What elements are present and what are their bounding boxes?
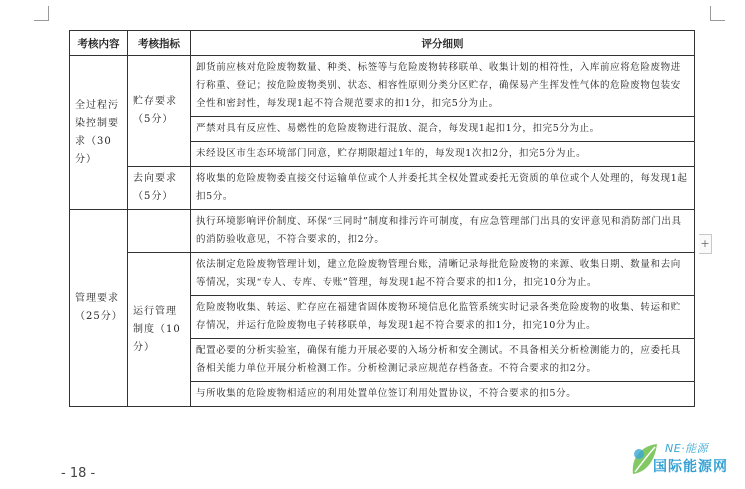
criterion-cell-storage: 贮存要求（5分） xyxy=(128,56,191,167)
watermark-top-text: NE·能源 xyxy=(665,442,709,455)
header-assessment-content: 考核内容 xyxy=(70,31,128,56)
detail-cell: 严禁对具有反应性、易燃性的危险废物进行混放、混合，每发现1起扣1分，扣完5分为止。 xyxy=(191,117,695,142)
table-row xyxy=(70,167,695,210)
header-scoring-rules: 评分细则 xyxy=(191,31,695,56)
detail-cell: 将收集的危险废物委直接交付运输单位或个人并委托其全权处置或委托无资质的单位或个人处理的，每发现1起扣5分。 xyxy=(191,167,695,210)
category-cell-pollution-control: 全过程污染控制要求（30分） xyxy=(70,56,128,210)
detail-cell: 卸货前应核对危险废物数量、种类、标签等与危险废物转移联单、收集计划的相符性，入库前应将危险废物进行称重、登记；按危险废物类别、状态、相容性原则分类分区贮存，确保易产生挥发性气体的危险废物包装安全性和密封性，每发现1起不符合规范要求的扣1分，扣完5分为止。 xyxy=(191,56,695,117)
watermark-main-text: 国际能源网 xyxy=(653,459,728,475)
detail-cell: 危险废物收集、转运、贮存应在福建省固体废物环境信息化监管系统实时记录各类危险废物的收集、转运和贮存情况，并运行危险废物电子转移联单，每发现1起不符合要求的扣1分，扣完10分为止。 xyxy=(191,296,695,339)
table-row xyxy=(70,56,695,117)
watermark-logo xyxy=(627,438,739,482)
category-cell-management: 管理要求（25分） xyxy=(70,210,128,407)
page-corner-mark-left xyxy=(34,6,49,21)
detail-cell: 配置必要的分析实验室，确保有能力开展必要的入场分析和安全测试。不具备相关分析检测能力的，应委托具备相关能力单位开展分析检测工作。分析检测记录应规范存档备查。不符合要求的扣2分。 xyxy=(191,339,695,382)
table-row xyxy=(70,253,695,296)
evaluation-table xyxy=(69,30,695,407)
table-row xyxy=(70,210,695,253)
criterion-cell-operation-management: 运行管理制度（10分） xyxy=(128,253,191,407)
header-assessment-indicator: 考核指标 xyxy=(128,31,191,56)
detail-cell: 与所收集的危险废物相适应的利用处置单位签订利用处置协议，不符合要求的扣5分。 xyxy=(191,382,695,407)
page-number: - 18 - xyxy=(61,466,96,481)
criterion-cell-empty xyxy=(128,210,191,253)
expand-table-button[interactable]: + xyxy=(699,234,712,254)
detail-cell: 依法制定危险废物管理计划，建立危险废物管理台账，清晰记录每批危险废物的来源、收集日期、数量和去向等情况，实现“专人、专库、专账”管理，每发现1起不符合要求的扣1分，扣完10分为止。 xyxy=(191,253,695,296)
detail-cell: 执行环境影响评价制度、环保“三同时”制度和排污许可制度，有应急管理部门出具的安评意见和消防部门出具的消防验收意见，不符合要求的，扣2分。 xyxy=(191,210,695,253)
table-header-row xyxy=(70,31,695,56)
page-corner-mark-right xyxy=(710,6,725,21)
detail-cell: 未经设区市生态环境部门同意，贮存期限超过1年的，每发现1次扣2分，扣完5分为止。 xyxy=(191,142,695,167)
criterion-cell-destination: 去向要求（5分） xyxy=(128,167,191,210)
